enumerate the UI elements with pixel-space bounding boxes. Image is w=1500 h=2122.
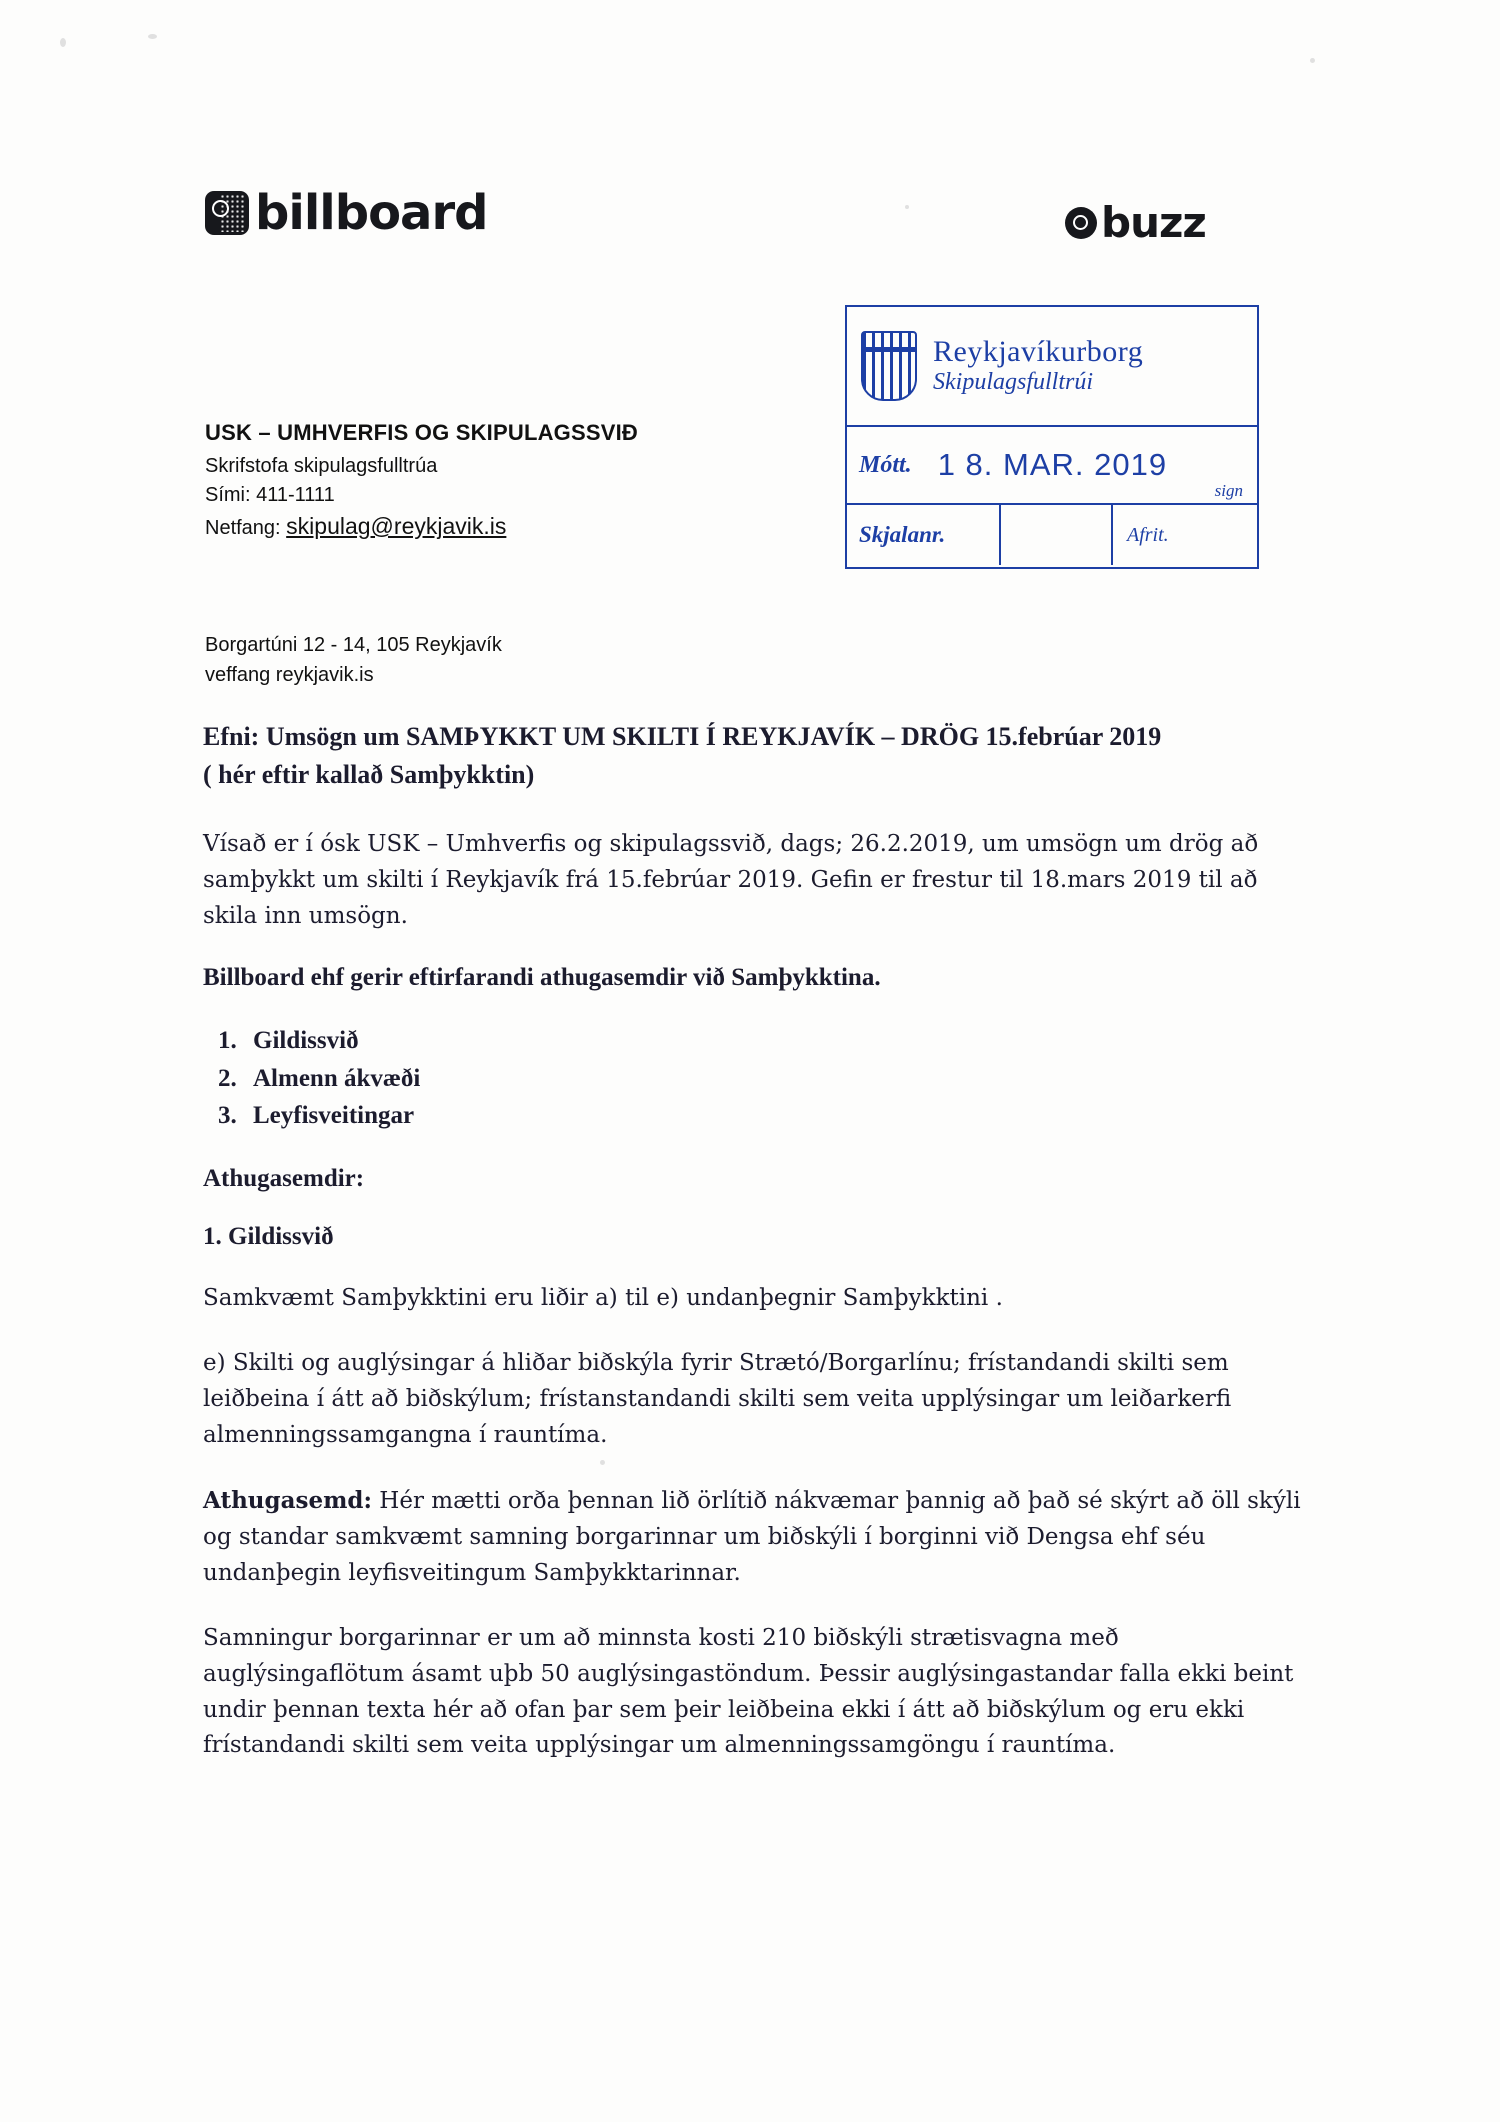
section-1-heading: 1. Gildissvið	[203, 1222, 334, 1250]
scan-speck	[905, 205, 909, 209]
stamp-footer-row	[847, 503, 1257, 565]
paragraph-2: e) Skilti og auglýsingar á hliðar biðskýla fyrir Strætó/Borgarlínu; frístandandi skilti sem leiðbeina í átt að biðskýlum; frístanstandandi skilti sem veita upplýsingar um leiðarkerfi almenningssamgangna í rauntíma.	[203, 1350, 1232, 1448]
paragraph-1: Samkvæmt Samþykktini eru liðir a) til e) undanþegnir Samþykktini .	[203, 1284, 1003, 1311]
recipient-web: veffang reykjavik.is	[205, 664, 374, 686]
reception-stamp	[845, 305, 1259, 569]
billboard-logo-text: billboard	[255, 185, 488, 241]
letter-body	[203, 718, 1313, 1794]
scan-speck	[60, 38, 66, 47]
list-item: 3. Leyfisveitingar	[243, 1097, 1313, 1135]
stamp-sign-label: sign	[1214, 481, 1243, 500]
buzz-logo-text: buzz	[1101, 198, 1206, 247]
coat-of-arms-icon	[861, 331, 917, 401]
stamp-received-date: 1 8. MAR. 2019	[937, 447, 1168, 482]
stamp-received-label: Mótt.	[859, 451, 912, 478]
subject-line-2: ( hér eftir kallað Samþykktin)	[203, 759, 535, 789]
stamp-city-name: Reykjavíkurborg	[933, 335, 1144, 369]
recipient-org: USK – UMHVERFIS OG SKIPULAGSSVIÐ	[205, 420, 639, 445]
stamp-docnr-value	[1001, 505, 1113, 565]
recipient-email-label: Netfang:	[205, 517, 281, 539]
comments-heading: Athugasemdir:	[203, 1164, 365, 1192]
stamp-office-name: Skipulagsfulltrúi	[933, 369, 1094, 396]
scan-speck	[148, 34, 157, 39]
subject-line-1: Efni: Umsögn um SAMÞYKKT UM SKILTI Í REYKJAVÍK – DRÖG 15.febrúar 2019	[203, 722, 1162, 751]
recipient-block	[205, 420, 638, 543]
stamp-received-row	[847, 425, 1257, 503]
intro-paragraph: Vísað er í ósk USK – Umhverfis og skipulagssvið, dags; 26.2.2019, um umsögn um drög að samþykkt um skilti í Reykjavík frá 15.febrúar 2019. Gefin er frestur til 18.mars 2019 til að skila inn umsögn.	[203, 831, 1259, 929]
stamp-copies-label: Afrit.	[1127, 523, 1169, 546]
scan-speck	[1310, 58, 1315, 63]
stamp-docnr-label: Skjalanr.	[847, 505, 1001, 565]
recipient-email-line	[205, 510, 638, 543]
paragraph-3-text: Hér mætti orða þennan lið örlítið nákvæmar þannig að það sé skýrt að öll skýli og standar samkvæmt samning borgarinnar um biðskýli í borginni við Dengsa ehf séu undanþegin leyfisveitingum Samþykktarinnar.	[203, 1488, 1301, 1586]
lead-paragraph: Billboard ehf gerir eftirfarandi athugasemdir við Samþykktina.	[203, 964, 881, 992]
list-item: 2. Almenn ákvæði	[243, 1060, 1313, 1098]
paragraph-3	[203, 1483, 1313, 1591]
topics-list	[203, 1022, 1313, 1135]
paragraph-4: Samningur borgarinnar er um að minnsta kosti 210 biðskýli strætisvagna með auglýsingaflötum ásamt uþb 50 auglýsingastöndum. Þessir auglýsingastandar falla ekki beint undir þennan texta hér að ofan þar sem þeir leiðbeina ekki í átt að biðskýlum og eru ekki frístandandi skilti sem veita upplýsingar um almenningssamgöngu í rauntíma.	[203, 1625, 1294, 1759]
recipient-email-link[interactable]: skipulag@reykjavik.is	[286, 513, 507, 539]
recipient-address-block	[205, 630, 502, 690]
recipient-address: Borgartúni 12 - 14, 105 Reykjavík	[205, 634, 502, 656]
billboard-logo	[205, 185, 487, 241]
recipient-phone: Sími: 411-1111	[205, 484, 335, 506]
list-item: 1. Gildissvið	[243, 1022, 1313, 1060]
paragraph-3-label: Athugasemd:	[203, 1487, 372, 1515]
stamp-header	[847, 307, 1257, 425]
billboard-logo-icon	[205, 191, 249, 235]
buzz-logo	[1065, 198, 1206, 247]
recipient-office: Skrifstofa skipulagsfulltrúa	[205, 455, 438, 477]
subject-block	[203, 718, 1313, 793]
buzz-logo-icon	[1065, 207, 1097, 239]
